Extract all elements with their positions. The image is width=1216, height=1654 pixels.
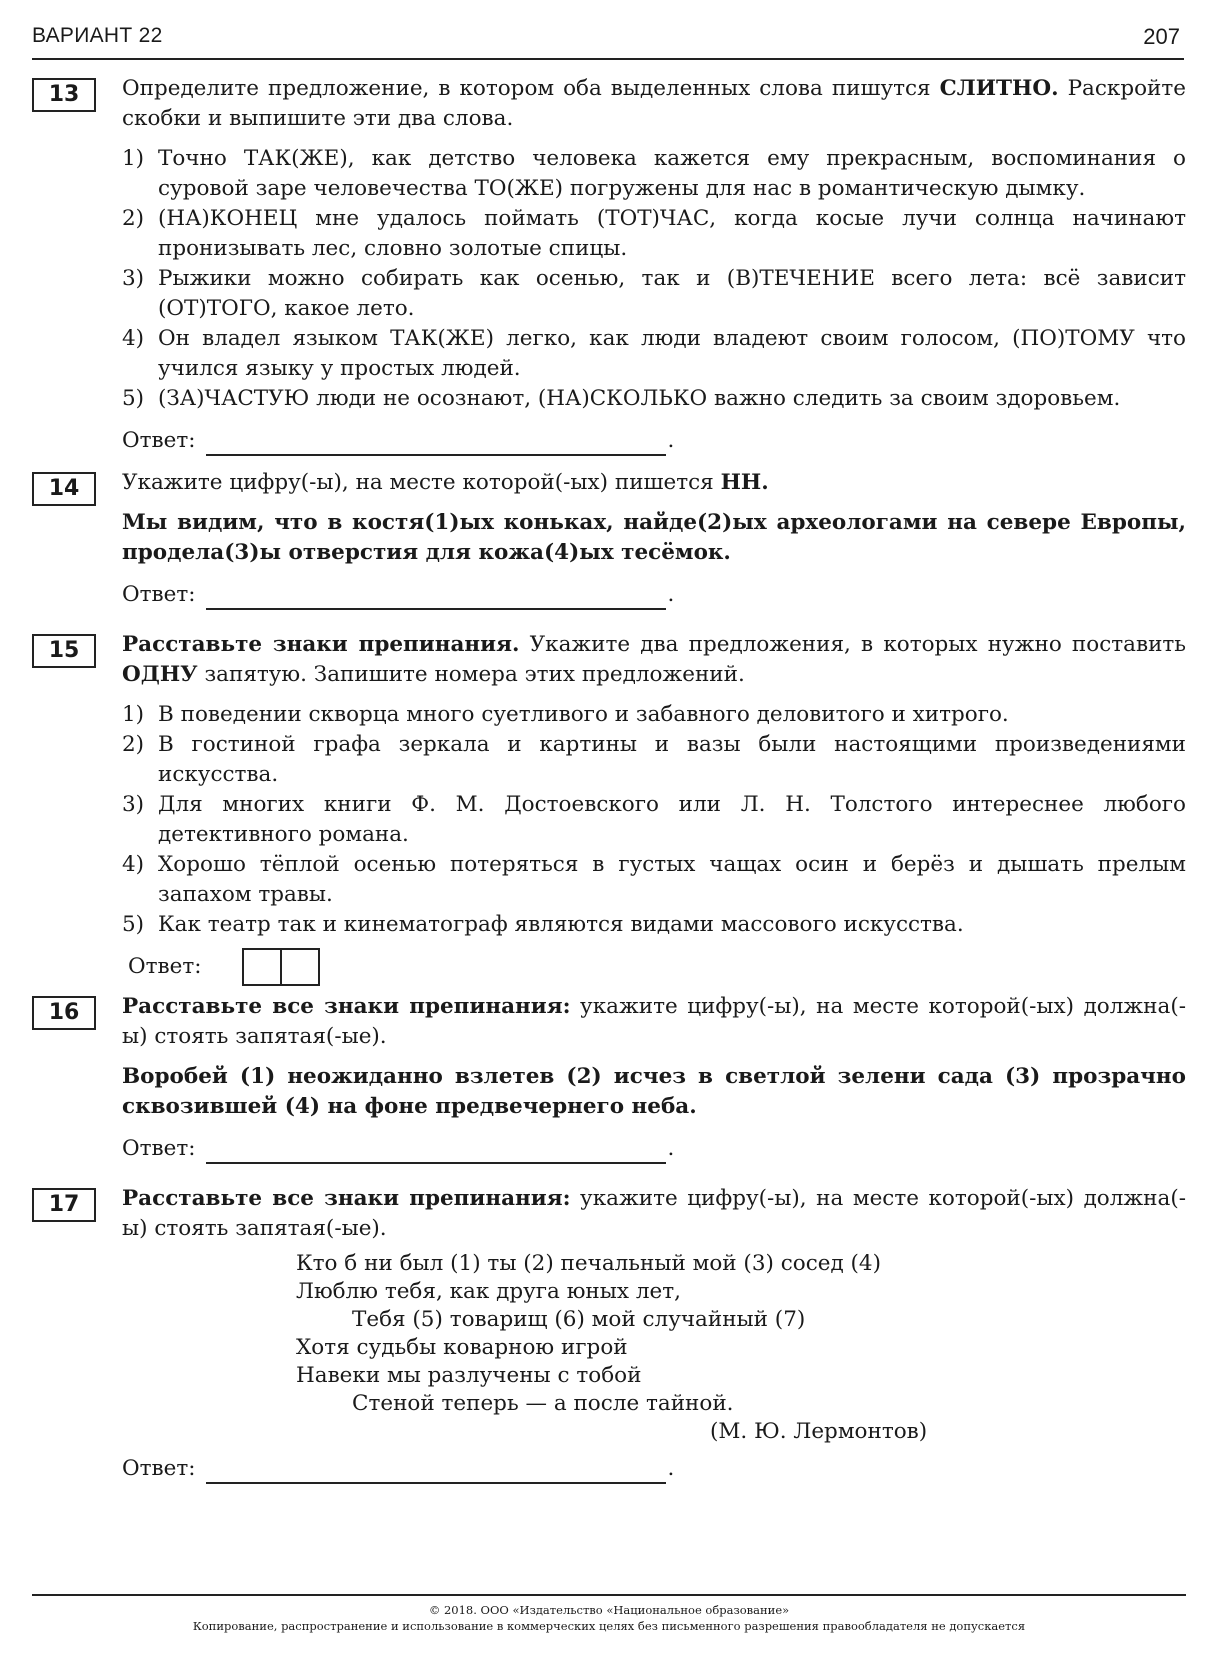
list-item: 5) (ЗА)ЧАСТУЮ люди не осознают, (НА)СКОЛЬКО важно следить за своим здоровьем. — [122, 386, 1121, 411]
answer-label: Ответ: — [128, 954, 202, 979]
task-16-question: Расставьте все знаки препинания: укажите цифру(-ы), на месте которой(-ых) должна(-ы) стоять запятая(-ые). — [122, 994, 1186, 1049]
task-16-text: Воробей (1) неожиданно взлетев (2) исчез в светлой зелени сада (3) прозрачно сквозившей (4) на фоне предвечернего неба. — [122, 1064, 1186, 1119]
poem — [296, 1250, 1186, 1446]
list-item: 1) В поведении скворца много суетливого и забавного деловитого и хитрого. — [122, 702, 1009, 727]
task-number-16: 16 — [32, 996, 96, 1030]
answer-label: Ответ: — [122, 1456, 196, 1481]
answer-label: Ответ: — [122, 1136, 196, 1161]
answer-row-15 — [122, 948, 1186, 986]
task-number-15: 15 — [32, 634, 96, 668]
task-number-14: 14 — [32, 472, 96, 506]
answer-label: Ответ: — [122, 582, 196, 607]
list-item: 2) В гостиной графа зеркала и картины и вазы были настоящими произведениями искусства. — [122, 732, 1186, 787]
answer-cells-15[interactable] — [242, 948, 320, 986]
answer-cell[interactable] — [244, 950, 280, 984]
task-number-17: 17 — [32, 1188, 96, 1222]
list-item: 3) Для многих книги Ф. М. Достоевского или Л. Н. Толстого интереснее любого детективного романа. — [122, 792, 1186, 847]
task-13-question: Определите предложение, в котором оба выделенных слова пишутся СЛИТНО. Раскройте скобки и выпишите эти два слова. — [122, 76, 1186, 131]
task-17-question: Расставьте все знаки препинания: укажите цифру(-ы), на месте которой(-ых) должна(-ы) стоять запятая(-ые). — [122, 1186, 1186, 1241]
answer-field-14[interactable] — [206, 584, 666, 610]
list-item: 3) Рыжики можно собирать как осенью, так и (В)ТЕЧЕНИЕ всего лета: всё зависит (ОТ)ТОГО, какое лето. — [122, 266, 1186, 321]
copyright: © 2018. ООО «Издательство «Национальное образование» — [428, 1603, 790, 1617]
poem-author: (М. Ю. Лермонтов) — [710, 1419, 928, 1444]
answer-row-16: Ответ: . — [122, 1134, 1186, 1164]
answer-field-16[interactable] — [206, 1138, 666, 1164]
poem-line: Кто б ни был (1) ты (2) печальный мой (3) сосед (4) — [296, 1251, 882, 1276]
answer-cell[interactable] — [280, 950, 318, 984]
page-footer — [32, 1594, 1186, 1634]
list-item: 4) Он владел языком ТАК(ЖЕ) легко, как люди владеют своим голосом, (ПО)ТОМУ что учился языку у простых людей. — [122, 326, 1186, 381]
task-14-text: Мы видим, что в костя(1)ых коньках, найде(2)ых археологами на севере Европы, продела(3)ы отверстия для кожа(4)ых тесёмок. — [122, 510, 1186, 565]
poem-line: Стеной теперь — а после тайной. — [352, 1391, 734, 1416]
answer-field-17[interactable] — [206, 1458, 666, 1484]
task-13-options — [122, 144, 1186, 414]
poem-line: Хотя судьбы коварною игрой — [296, 1335, 628, 1360]
answer-row-17: Ответ: . — [122, 1454, 1186, 1484]
page-number: 207 — [1143, 24, 1180, 49]
poem-line: Навеки мы разлучены с тобой — [296, 1363, 642, 1388]
list-item: 5) Как театр так и кинематограф являются видами массового искусства. — [122, 912, 964, 937]
task-number-13: 13 — [32, 78, 96, 112]
task-15-question: Расставьте знаки препинания. Укажите два предложения, в которых нужно поставить ОДНУ запятую. Запишите номера этих предложений. — [122, 632, 1186, 687]
poem-line: Тебя (5) товарищ (6) мой случайный (7) — [352, 1307, 806, 1332]
poem-line: Люблю тебя, как друга юных лет, — [296, 1279, 681, 1304]
answer-label: Ответ: — [122, 428, 196, 453]
list-item: 4) Хорошо тёплой осенью потеряться в густых чащах осин и берёз и дышать прелым запахом травы. — [122, 852, 1186, 907]
answer-field-13[interactable] — [206, 430, 666, 456]
page-header — [32, 22, 1184, 60]
answer-row-14: Ответ: . — [122, 580, 1186, 610]
task-15-options — [122, 700, 1186, 940]
task-14-question: Укажите цифру(-ы), на месте которой(-ых) пишется НН. — [122, 470, 769, 495]
answer-row-13: Ответ: . — [122, 426, 1186, 456]
copyright-notice: Копирование, распространение и использование в коммерческих целях без письменного разрешения правообладателя не допускается — [192, 1619, 1026, 1633]
variant-title: ВАРИАНТ 22 — [32, 24, 163, 47]
list-item: 1) Точно ТАК(ЖЕ), как детство человека кажется ему прекрасным, воспоминания о суровой заре человечества ТО(ЖЕ) погружены для нас в романтическую дымку. — [122, 146, 1186, 201]
list-item: 2) (НА)КОНЕЦ мне удалось поймать (ТОТ)ЧАС, когда косые лучи солнца начинают пронизывать лес, словно золотые спицы. — [122, 206, 1186, 261]
